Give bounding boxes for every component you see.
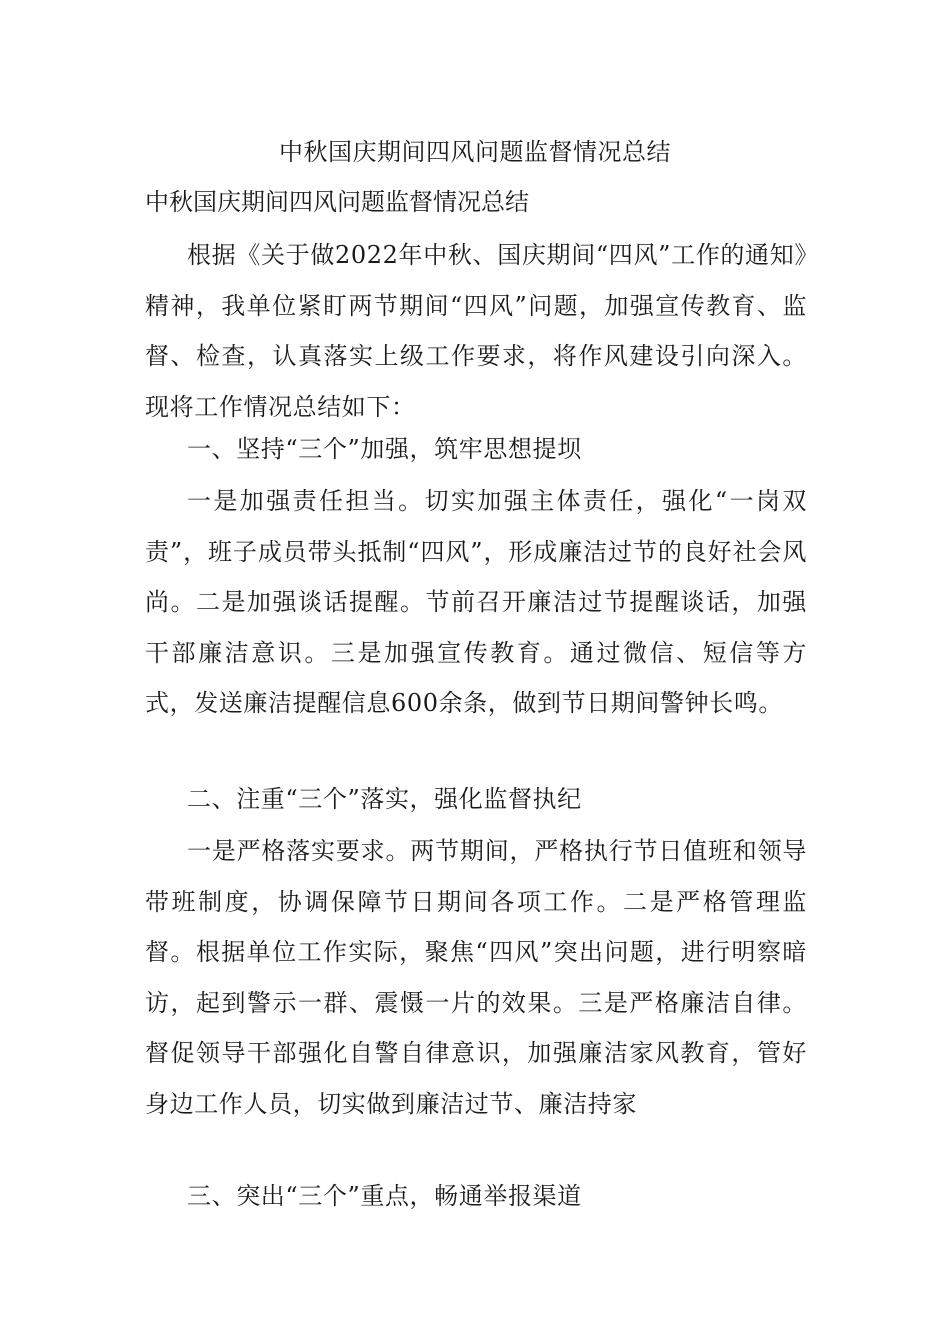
intro-paragraph: 根据《关于做2022年中秋、国庆期间“四风”工作的通知》精神，我单位紧盯两节期间“四风”问题，加强宣传教育、监督、检查，认真落实上级工作要求，将作风建设引向深入。现将工作情况总结如下：: [145, 241, 807, 421]
document-title: 中秋国庆期间四风问题监督情况总结: [279, 138, 671, 166]
document-subtitle: 中秋国庆期间四风问题监督情况总结: [145, 188, 529, 216]
section-3-heading: 三、突出“三个”重点，畅通举报渠道: [187, 1182, 582, 1210]
section-2-paragraph: 一是严格落实要求。两节期间，严格执行节日值班和领导带班制度，协调保障节日期间各项工作。二是严格管理监督。根据单位工作实际，聚焦“四风”突出问题，进行明察暗访，起到警示一群、震慑一片的效果。三是严格廉洁自律。督促领导干部强化自警自律意识，加强廉洁家风教育，管好身边工作人员，切实做到廉洁过节、廉洁持家: [145, 837, 807, 1118]
section-2-heading: 二、注重“三个”落实，强化监督执纪: [187, 785, 582, 813]
section-1-paragraph: 一是加强责任担当。切实加强主体责任，强化“一岗双责”，班子成员带头抵制“四风”，形成廉洁过节的良好社会风尚。二是加强谈话提醒。节前召开廉洁过节提醒谈话，加强干部廉洁意识。三是加强宣传教育。通过微信、短信等方式，发送廉洁提醒信息600余条，做到节日期间警钟长鸣。: [145, 487, 807, 717]
section-1-heading: 一、坚持“三个”加强，筑牢思想提坝: [187, 435, 582, 463]
